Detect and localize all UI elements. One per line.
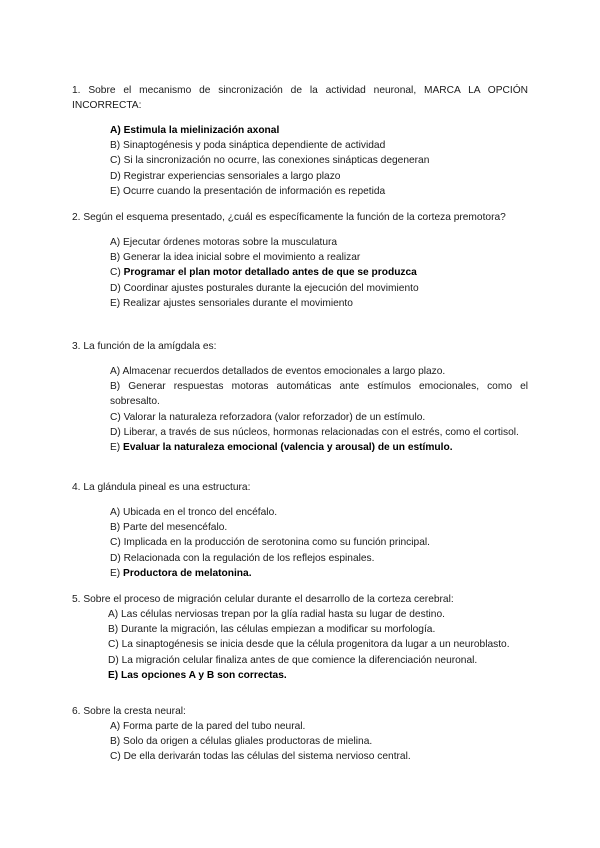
question-stem: 4. La glándula pineal es una estructura: <box>72 482 251 493</box>
option-e: E) Realizar ajustes sensoriales durante el movimiento <box>110 297 353 309</box>
option-b: B) Durante la migración, las células empiezan a modificar su morfología. <box>108 624 436 636</box>
option-d: D) Liberar, a través de sus núcleos, hormonas relacionadas con el estrés, como el cortisol. <box>110 426 519 438</box>
option-a: A) Ubicada en el tronco del encéfalo. <box>110 507 278 518</box>
option-e: E) Ocurre cuando la presentación de información es repetida <box>110 185 386 197</box>
option-a: A) Forma parte de la pared del tubo neural. <box>110 721 306 732</box>
question-stem: 1. Sobre el mecanismo de sincronización de la actividad neuronal, MARCA LA OPCIÓN INCORRECTA: <box>72 85 528 111</box>
option-c: C) Valorar la naturaleza reforzadora (valor reforzador) de un estímulo. <box>110 411 426 423</box>
option-d: D) Relacionada con la regulación de los reflejos espinales. <box>110 552 375 564</box>
question-stem: 5. Sobre el proceso de migración celular durante el desarrollo de la corteza cerebral: <box>72 594 454 605</box>
option-prefix: C) <box>110 267 124 279</box>
question-stem: 6. Sobre la cresta neural: <box>72 706 186 717</box>
option-a: A) Almacenar recuerdos detallados de eventos emocionales a largo plazo. <box>110 366 446 377</box>
option-b: B) Sinaptogénesis y poda sináptica dependiente de actividad <box>110 140 386 152</box>
option-c-correct <box>110 265 528 280</box>
option-e-correct <box>110 440 528 455</box>
options-list <box>72 235 528 311</box>
option-b: B) Solo da origen a células gliales productoras de mielina. <box>110 736 373 748</box>
option-d: D) Registrar experiencias sensoriales a largo plazo <box>110 170 341 182</box>
option-b: B) Parte del mesencéfalo. <box>110 522 228 534</box>
option-d: D) La migración celular finaliza antes de que comience la diferenciación neuronal. <box>108 654 478 666</box>
options-list <box>72 607 528 683</box>
option-d: D) Coordinar ajustes posturales durante la ejecución del movimiento <box>110 282 419 294</box>
option-text: Evaluar la naturaleza emocional (valencia y arousal) de un estímulo. <box>123 442 453 454</box>
options-list <box>72 123 528 199</box>
options-list <box>72 364 528 455</box>
option-text: Productora de melatonina. <box>123 567 252 579</box>
question-5 <box>72 592 528 683</box>
options-list <box>72 505 528 581</box>
option-c: C) La sinaptogénesis se inicia desde que la célula progenitora da lugar a un neuroblasto. <box>108 639 510 651</box>
option-e-correct <box>110 566 528 581</box>
option-c: C) De ella derivarán todas las células del sistema nervioso central. <box>110 751 411 763</box>
option-c: C) Si la sincronización no ocurre, las conexiones sinápticas degeneran <box>110 155 430 167</box>
question-stem: 3. La función de la amígdala es: <box>72 341 217 352</box>
option-text: Programar el plan motor detallado antes de que se produzca <box>123 267 417 279</box>
question-4 <box>72 480 528 581</box>
option-c: C) Implicada en la producción de serotonina como su función principal. <box>110 537 430 549</box>
question-3 <box>72 339 528 455</box>
option-e-correct: E) Las opciones A y B son correctas. <box>108 669 287 681</box>
options-list <box>72 719 528 765</box>
option-a: A) Las células nerviosas trepan por la glía radial hasta su lugar de destino. <box>108 609 445 620</box>
option-b: B) Generar respuestas motoras automáticas ante estímulos emocionales, como el sobresalto. <box>110 381 528 408</box>
option-a-correct: A) Estimula la mielinización axonal <box>110 125 280 136</box>
question-1 <box>72 83 528 199</box>
question-6 <box>72 704 528 765</box>
option-prefix: E) <box>110 567 124 579</box>
option-a: A) Ejecutar órdenes motoras sobre la musculatura <box>110 237 338 248</box>
question-2 <box>72 210 528 311</box>
option-prefix: E) <box>110 442 124 454</box>
option-b: B) Generar la idea inicial sobre el movimiento a realizar <box>110 252 361 264</box>
question-stem: 2. Según el esquema presentado, ¿cuál es específicamente la función de la corteza premotora? <box>72 212 506 223</box>
